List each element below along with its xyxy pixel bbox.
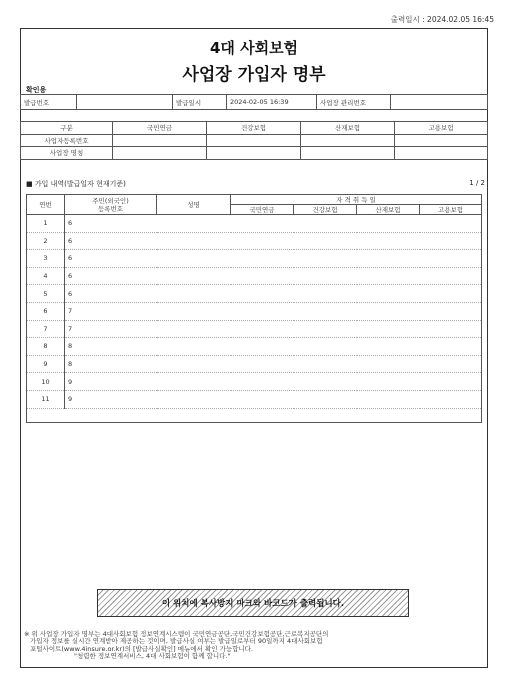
workplace-mgmt-no-label: 사업장 관리번호 [317, 95, 391, 110]
col-qualification-date: 자 격 취 득 일 [231, 195, 482, 205]
header-category: 구분 [21, 122, 113, 135]
member-health-date [294, 285, 357, 303]
member-health-date [294, 355, 357, 373]
issue-date-label: 발급일시 [173, 95, 227, 110]
member-employment-date [420, 355, 482, 373]
issue-number-value [77, 95, 173, 110]
header-industrial-accident: 산재보험 [301, 122, 395, 135]
print-datetime: 출력일시 : 2024.02.05 16:45 [390, 15, 494, 24]
notice-line-3: 포털사이트(www.4insure.or.kr)의 [발급사실확인] 메뉴에서 확인 가능합니다. [30, 644, 254, 653]
member-pension-date [231, 373, 294, 391]
notice-text [24, 631, 484, 661]
col-name: 성명 [157, 195, 231, 215]
issue-info-table [20, 94, 488, 110]
member-employment-date [420, 302, 482, 320]
member-name [157, 390, 231, 408]
business-reg-no-label: 사업자등록번호 [21, 134, 113, 147]
member-row [27, 320, 482, 338]
member-pension-date [231, 355, 294, 373]
member-health-date [294, 320, 357, 338]
member-health-date [294, 338, 357, 356]
member-serial-no: 8 [27, 338, 65, 356]
member-accident-date [357, 285, 420, 303]
member-resident-reg-no: 6 [65, 267, 157, 285]
member-serial-no: 5 [27, 285, 65, 303]
member-resident-reg-no: 6 [65, 285, 157, 303]
members-header-row1 [27, 195, 482, 205]
business-reg-no-accident [301, 134, 395, 147]
member-resident-reg-no: 7 [65, 320, 157, 338]
member-name [157, 267, 231, 285]
subcol-national-pension: 국민연금 [231, 205, 294, 215]
document-title-line2: 사업장 가입자 명부 [182, 65, 326, 85]
member-row [27, 338, 482, 356]
member-serial-no: 3 [27, 250, 65, 268]
member-resident-reg-no: 9 [65, 373, 157, 391]
copy-protection-text: 이 위치에 복사방지 마크와 바코드가 출력됩니다. [161, 599, 345, 609]
member-name [157, 373, 231, 391]
member-accident-date [357, 215, 420, 233]
member-pension-date [231, 232, 294, 250]
member-health-date [294, 302, 357, 320]
copy-protection-area [97, 589, 409, 617]
member-accident-date [357, 338, 420, 356]
subcol-health-insurance: 건강보험 [294, 205, 357, 215]
workplace-name-health [207, 147, 301, 160]
member-health-date [294, 267, 357, 285]
workplace-name-employment [395, 147, 488, 160]
member-row [27, 267, 482, 285]
member-employment-date [420, 285, 482, 303]
member-employment-date [420, 338, 482, 356]
confirm-label: 확인용 [26, 86, 47, 94]
member-name [157, 285, 231, 303]
member-resident-reg-no: 9 [65, 390, 157, 408]
member-health-date [294, 373, 357, 391]
issue-date-value: 2024-02-05 16:39 [227, 95, 317, 110]
member-pension-date [231, 285, 294, 303]
member-pension-date [231, 320, 294, 338]
member-accident-date [357, 320, 420, 338]
member-employment-date [420, 250, 482, 268]
member-row [27, 355, 482, 373]
issue-number-label: 발급번호 [21, 95, 77, 110]
member-row [27, 390, 482, 408]
member-name [157, 232, 231, 250]
member-accident-date [357, 390, 420, 408]
member-resident-reg-no: 7 [65, 302, 157, 320]
member-name [157, 250, 231, 268]
member-employment-date [420, 373, 482, 391]
member-health-date [294, 390, 357, 408]
workplace-name-accident [301, 147, 395, 160]
member-name [157, 302, 231, 320]
member-accident-date [357, 373, 420, 391]
col-resident-reg-no: 주민(외국인) 등록번호 [65, 195, 157, 215]
members-table [26, 194, 482, 409]
header-national-pension: 국민연금 [113, 122, 207, 135]
insurance-info-table [20, 121, 488, 160]
workplace-name-pension [113, 147, 207, 160]
member-accident-date [357, 302, 420, 320]
member-pension-date [231, 215, 294, 233]
workplace-name-label: 사업장 명칭 [21, 147, 113, 160]
subcol-employment-insurance: 고용보험 [420, 205, 482, 215]
document-title-line1: 4대 사회보험 [209, 39, 299, 57]
member-name [157, 320, 231, 338]
member-pension-date [231, 338, 294, 356]
notice-line-1: ※ 위 사업장 가입자 명부는 4대사회보험 정보연계시스템이 국민연금공단,국민건강보험공단,근로복지공단의 [24, 630, 329, 638]
business-reg-no-employment [395, 134, 488, 147]
business-reg-no-health [207, 134, 301, 147]
member-row [27, 285, 482, 303]
member-name [157, 338, 231, 356]
insurance-header-row [21, 122, 488, 135]
member-resident-reg-no: 8 [65, 355, 157, 373]
business-reg-no-pension [113, 134, 207, 147]
member-employment-date [420, 267, 482, 285]
member-accident-date [357, 355, 420, 373]
member-employment-date [420, 390, 482, 408]
member-accident-date [357, 267, 420, 285]
member-resident-reg-no: 8 [65, 338, 157, 356]
section-title: ■ 가입 내역(발급일자 현재기준) [26, 180, 126, 188]
member-pension-date [231, 250, 294, 268]
member-serial-no: 6 [27, 302, 65, 320]
member-resident-reg-no: 6 [65, 232, 157, 250]
member-serial-no: 2 [27, 232, 65, 250]
member-employment-date [420, 215, 482, 233]
member-pension-date [231, 267, 294, 285]
member-row [27, 373, 482, 391]
member-row [27, 232, 482, 250]
header-health-insurance: 건강보험 [207, 122, 301, 135]
member-serial-no: 10 [27, 373, 65, 391]
member-health-date [294, 215, 357, 233]
member-employment-date [420, 232, 482, 250]
workplace-mgmt-no-value [391, 95, 488, 110]
member-row [27, 250, 482, 268]
member-health-date [294, 232, 357, 250]
business-reg-no-row [21, 134, 488, 147]
notice-line-4: "청렴한 정보연계서비스, 4대 사회보험이 함께 합니다." [74, 652, 231, 661]
header-employment-insurance: 고용보험 [395, 122, 488, 135]
member-row [27, 215, 482, 233]
member-resident-reg-no: 6 [65, 215, 157, 233]
member-resident-reg-no: 6 [65, 250, 157, 268]
member-name [157, 215, 231, 233]
subcol-industrial-accident: 산재보험 [357, 205, 420, 215]
member-serial-no: 1 [27, 215, 65, 233]
page-indicator: 1 / 2 [469, 179, 485, 187]
member-employment-date [420, 320, 482, 338]
member-name [157, 355, 231, 373]
member-serial-no: 4 [27, 267, 65, 285]
member-accident-date [357, 232, 420, 250]
member-pension-date [231, 302, 294, 320]
notice-line-2: 가입자 정보를 실시간 연계받아 제공하는 것이며, 발급사실 여부는 발급일로부터 90일까지 4대사회보험 [30, 637, 323, 646]
member-pension-date [231, 390, 294, 408]
member-serial-no: 7 [27, 320, 65, 338]
member-health-date [294, 250, 357, 268]
workplace-name-row [21, 147, 488, 160]
member-accident-date [357, 250, 420, 268]
member-row [27, 302, 482, 320]
member-serial-no: 9 [27, 355, 65, 373]
member-serial-no: 11 [27, 390, 65, 408]
col-serial-no: 연번 [27, 195, 65, 215]
